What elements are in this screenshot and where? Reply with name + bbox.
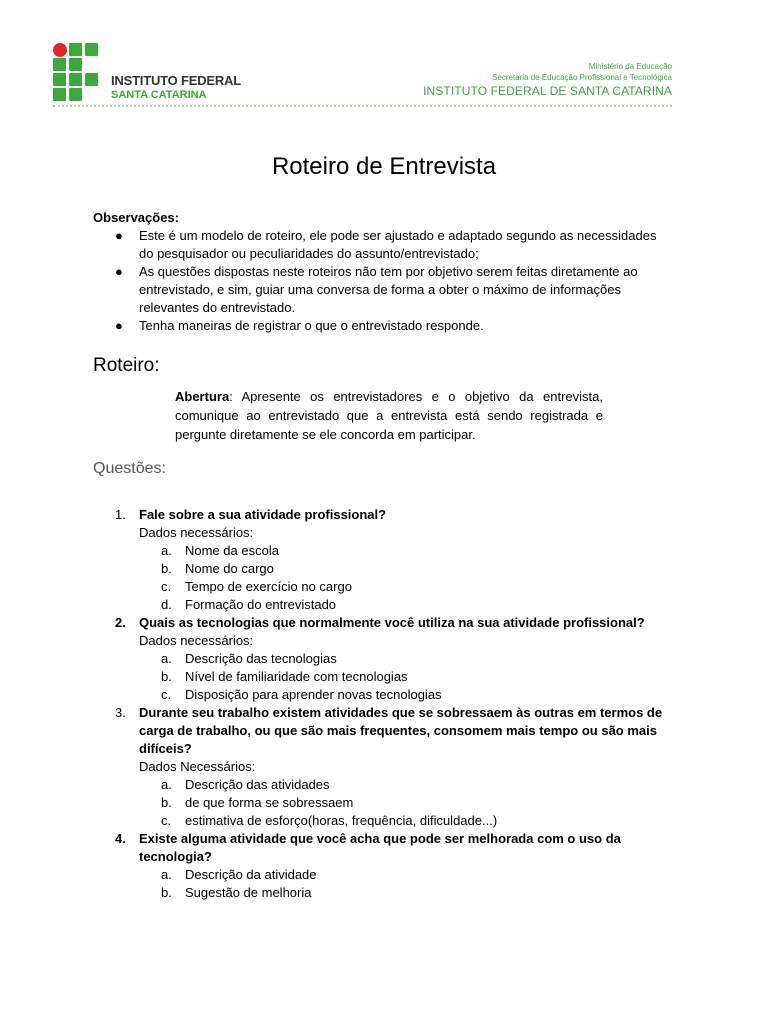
sub-letter: c. bbox=[161, 813, 172, 828]
sub-item bbox=[139, 884, 673, 902]
institute-name: INSTITUTO FEDERAL bbox=[111, 73, 241, 88]
sub-letter: a. bbox=[161, 543, 172, 558]
question-text: Durante seu trabalho existem atividades que se sobressaem às outras em termos de carga de trabalho, ou que são mais frequentes, consomem mais tempo ou são mais difíceis? bbox=[139, 705, 663, 756]
sub-item bbox=[139, 794, 673, 812]
dados-label: Dados Necessários: bbox=[139, 759, 256, 774]
sub-text: Descrição das tecnologias bbox=[185, 651, 337, 666]
logo-cell bbox=[53, 73, 66, 86]
sub-letter: c. bbox=[161, 687, 172, 702]
observacao-item bbox=[93, 317, 673, 335]
header-divider bbox=[53, 105, 672, 107]
abertura-label: Abertura bbox=[175, 389, 230, 404]
sub-item bbox=[139, 866, 673, 884]
sub-item bbox=[139, 650, 673, 668]
logo-cell bbox=[69, 43, 82, 56]
bullet-icon: ● bbox=[115, 228, 123, 243]
observacoes-label: Observações: bbox=[93, 210, 179, 225]
question-text: Quais as tecnologias que normalmente você utiliza na sua atividade profissional? bbox=[139, 615, 645, 630]
sub-letter: b. bbox=[161, 669, 172, 684]
bullet-icon: ● bbox=[115, 264, 123, 279]
sub-item bbox=[139, 596, 673, 614]
question-number: 4. bbox=[115, 831, 126, 846]
header-right-block bbox=[423, 62, 672, 100]
observacao-item bbox=[93, 263, 673, 317]
logo-red-dot bbox=[53, 43, 67, 57]
sub-text: estimativa de esforço(horas, frequência, dificuldade...) bbox=[185, 813, 498, 828]
sub-letter: b. bbox=[161, 885, 172, 900]
sub-item bbox=[139, 542, 673, 560]
observacoes-list bbox=[93, 227, 673, 335]
sub-item bbox=[139, 578, 673, 596]
observacao-item bbox=[93, 227, 673, 263]
sub-item bbox=[139, 668, 673, 686]
observacao-text: Este é um modelo de roteiro, ele pode ser ajustado e adaptado segundo as necessidades do pesquisador ou peculiaridades do assunto/entrevistado; bbox=[139, 228, 657, 261]
sub-letter: a. bbox=[161, 867, 172, 882]
question-item bbox=[93, 506, 673, 542]
dados-label: Dados necessários: bbox=[139, 525, 254, 540]
abertura-text: : Apresente os entrevistadores e o objetivo da entrevista, comunique ao entrevistado que a entrevista está sendo registrada e pergunte diretamente se ele concorda em participar. bbox=[175, 389, 603, 442]
questoes-heading: Questões: bbox=[93, 460, 166, 477]
sub-text: Nome da escola bbox=[185, 543, 279, 558]
document-title: Roteiro de Entrevista bbox=[271, 153, 497, 180]
sub-letter: c. bbox=[161, 579, 172, 594]
observacoes-section bbox=[93, 209, 673, 335]
logo-cell bbox=[69, 58, 82, 71]
sub-text: Nome do cargo bbox=[185, 561, 274, 576]
question-text: Fale sobre a sua atividade profissional? bbox=[139, 507, 387, 522]
sub-letter: b. bbox=[161, 561, 172, 576]
sub-item bbox=[139, 776, 673, 794]
sub-item bbox=[139, 686, 673, 704]
bullet-icon: ● bbox=[115, 318, 123, 333]
abertura-paragraph bbox=[175, 387, 603, 444]
question-number: 3. bbox=[115, 705, 126, 720]
sub-letter: a. bbox=[161, 651, 172, 666]
sub-letter: a. bbox=[161, 777, 172, 792]
questoes-list bbox=[93, 506, 673, 902]
logo-cell bbox=[53, 58, 66, 71]
dados-label: Dados necessários: bbox=[139, 633, 254, 648]
sub-text: Formação do entrevistado bbox=[185, 597, 337, 612]
question-item bbox=[93, 830, 673, 866]
sub-text: Nível de familiaridade com tecnologias bbox=[185, 669, 408, 684]
question-item bbox=[93, 614, 673, 650]
observacao-text: As questões dispostas neste roteiros não tem por objetivo serem feitas diretamente ao entrevistado, e sim, guiar uma conversa de forma a obter o máximo de informações relevantes do entrevistado. bbox=[139, 264, 638, 315]
ministry-text: Ministério da Educação bbox=[588, 62, 672, 71]
question-number: 1. bbox=[115, 507, 126, 522]
question-item bbox=[93, 704, 673, 776]
sub-item bbox=[139, 560, 673, 578]
logo-cell bbox=[85, 73, 98, 86]
question-text: Existe alguma atividade que você acha que pode ser melhorada com o uso da tecnologia? bbox=[139, 831, 621, 864]
secretariat-text: Secretaria de Educação Profissional e Tecnológica bbox=[492, 73, 672, 82]
document-header bbox=[0, 0, 768, 110]
logo-cell bbox=[85, 43, 98, 56]
sub-letter: d. bbox=[161, 597, 172, 612]
sub-letter: b. bbox=[161, 795, 172, 810]
sub-text: Descrição das atividades bbox=[185, 777, 330, 792]
sub-text: de que forma se sobressaem bbox=[185, 795, 354, 810]
logo-cell bbox=[53, 88, 66, 101]
ifsc-logo bbox=[53, 43, 99, 101]
question-number: 2. bbox=[115, 615, 126, 630]
roteiro-heading: Roteiro: bbox=[93, 355, 160, 376]
logo-cell bbox=[69, 73, 82, 86]
institute-sub: SANTA CATARINA bbox=[111, 89, 207, 101]
sub-text: Disposição para aprender novas tecnologias bbox=[185, 687, 442, 702]
observacao-text: Tenha maneiras de registrar o que o entrevistado responde. bbox=[139, 318, 484, 333]
sub-item bbox=[139, 812, 673, 830]
sub-text: Tempo de exercício no cargo bbox=[185, 579, 352, 594]
sub-text: Descrição da atividade bbox=[185, 867, 317, 882]
institute-full-name: INSTITUTO FEDERAL DE SANTA CATARINA bbox=[423, 84, 672, 98]
sub-text: Sugestão de melhoria bbox=[185, 885, 312, 900]
logo-cell bbox=[69, 88, 82, 101]
